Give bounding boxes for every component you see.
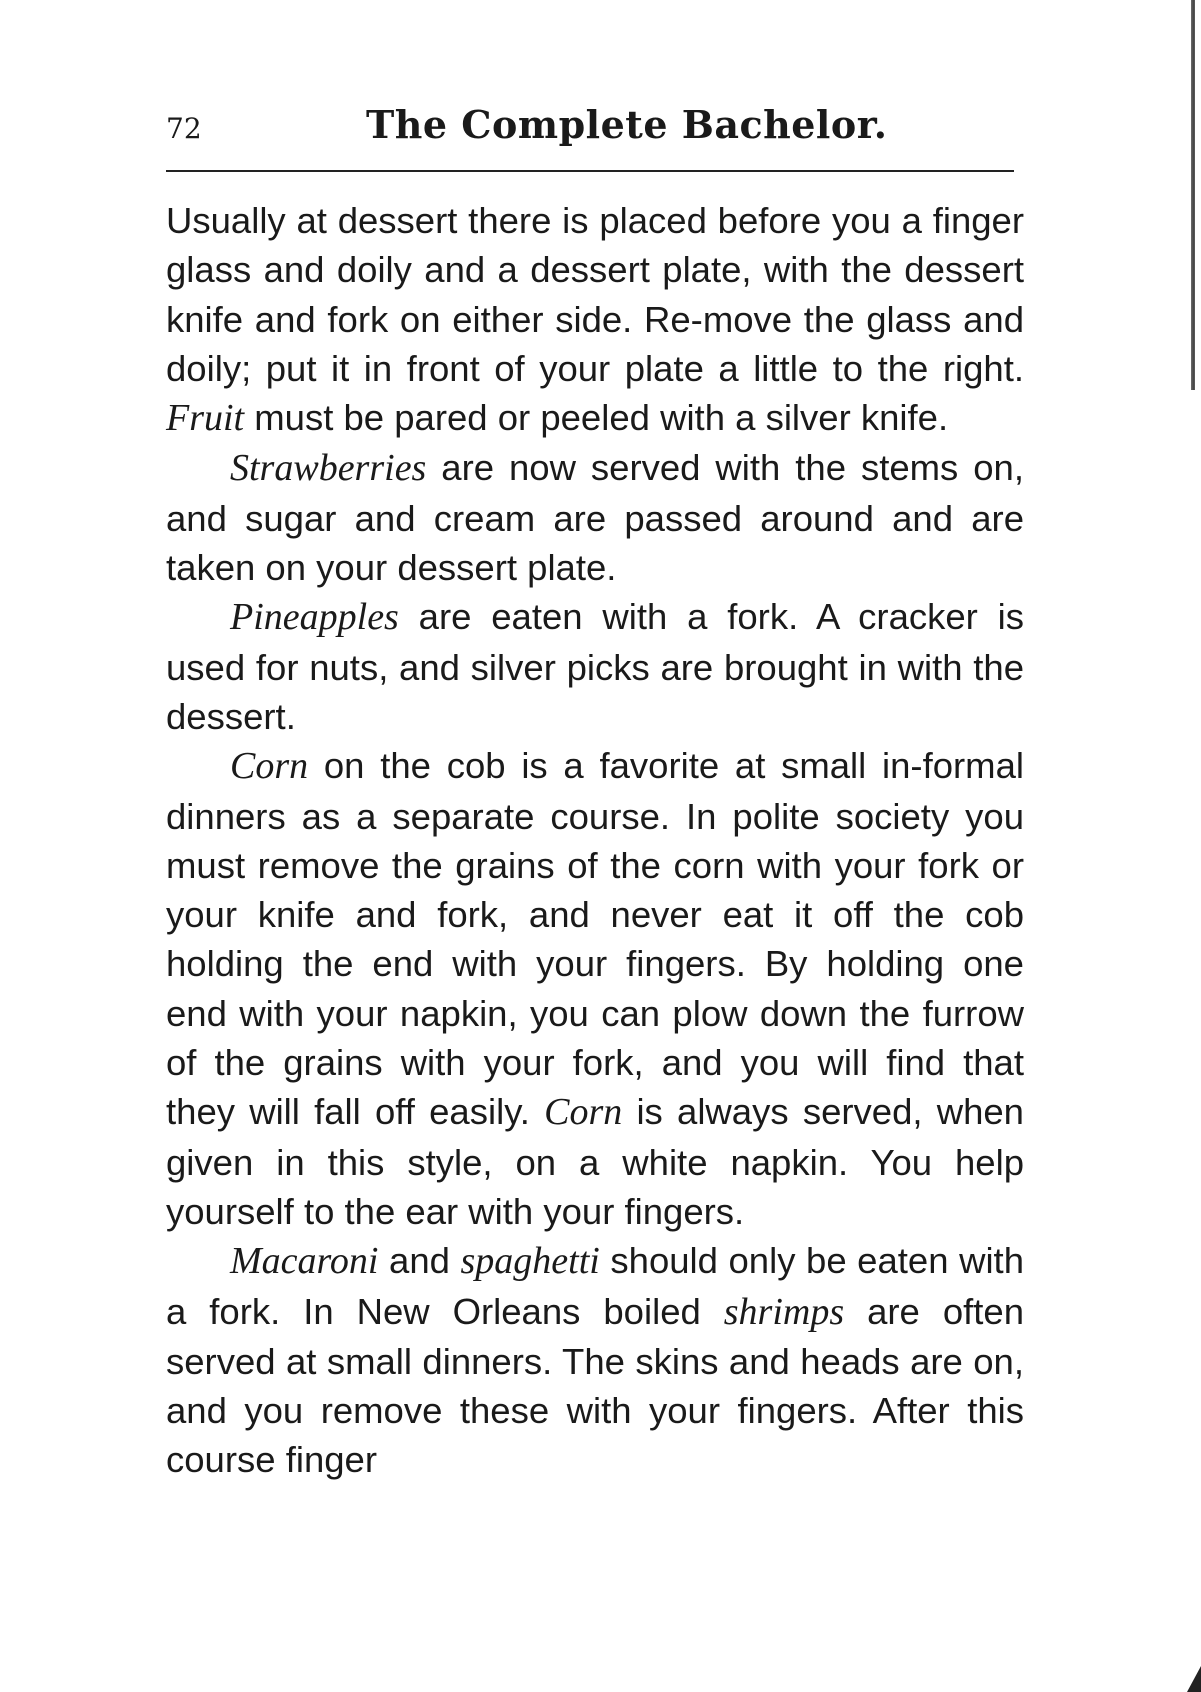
italic-term: Corn	[544, 1091, 623, 1134]
italic-term: Pineapples	[230, 596, 399, 639]
page-body	[166, 196, 1024, 1485]
text-segment: are now served with the stems on, and sugar and cream are passed around and are taken on your dessert plate.	[166, 447, 1024, 589]
text-segment: must be pared or peeled with a silver knife.	[244, 397, 949, 439]
italic-term: shrimps	[723, 1290, 845, 1333]
text-segment: is always served, when given in this style, on a white napkin. You help yourself to the ear with your fingers.	[166, 1091, 1024, 1232]
text-segment: are often served at small dinners. The skins and heads are on, and you remove these with your fingers. After this course finger	[166, 1290, 1025, 1481]
italic-term: Fruit	[166, 397, 245, 440]
paragraph-macaroni	[166, 1236, 1024, 1484]
paragraph-pineapples	[166, 592, 1024, 741]
paragraph-strawberries	[166, 443, 1024, 592]
page-edge-shadow	[1191, 0, 1195, 390]
italic-term: spaghetti	[460, 1240, 600, 1283]
italic-term: Strawberries	[230, 447, 427, 490]
page-corner-shadow	[1187, 1666, 1201, 1692]
text-segment: are eaten with a fork. A cracker is used for nuts, and silver picks are brought in with the dessert.	[166, 596, 1024, 737]
paragraph-dessert	[166, 196, 1024, 443]
paragraph-corn	[166, 741, 1024, 1236]
header-rule	[166, 170, 1014, 172]
text-segment: should only be eaten with a fork. In New Orleans boiled	[166, 1240, 1024, 1332]
italic-term: Macaroni	[230, 1240, 379, 1283]
italic-term: Corn	[230, 745, 309, 788]
page-header	[166, 98, 1016, 158]
text-segment: and	[378, 1240, 461, 1282]
running-title: The Complete Bachelor.	[366, 102, 888, 147]
text-segment: Usually at dessert there is placed before you a finger glass and doily and a dessert plate, with the dessert knife and fork on either side. Re-move the glass and doily; put it in front of your plate a little to the right.	[166, 200, 1024, 389]
page-number: 72	[166, 112, 202, 145]
text-segment: on the cob is a favorite at small in-formal dinners as a separate course. In polite society you must remove the grains of the corn with your fork or your knife and fork, and never eat it off the cob holding the end with your fingers. By holding one end with your napkin, you can plow down the furrow of the grains with your fork, and you will find that they will fall off easily.	[166, 745, 1024, 1133]
